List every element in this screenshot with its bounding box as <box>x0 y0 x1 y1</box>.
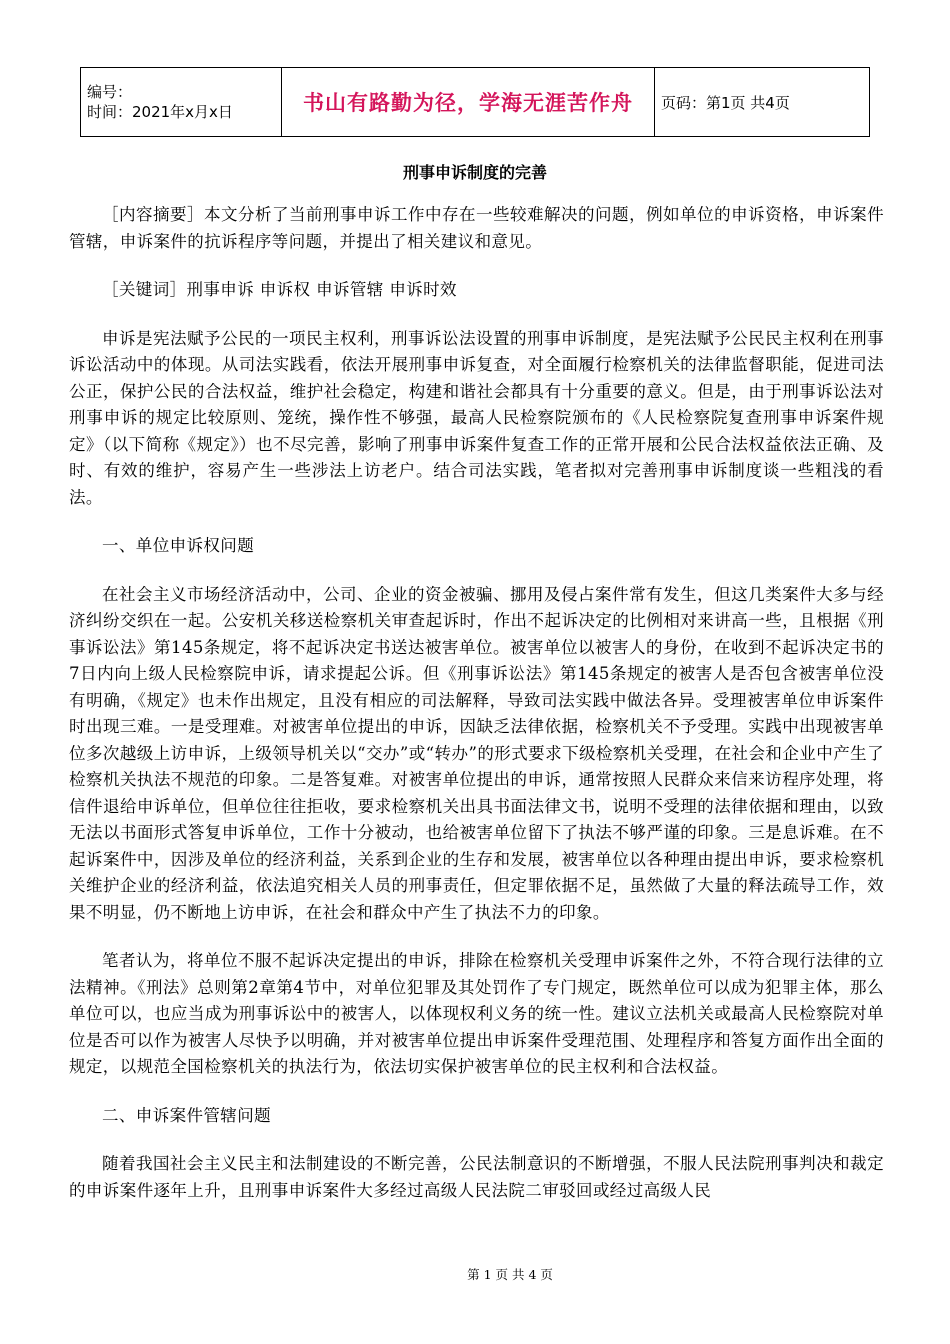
abstract-paragraph: ［内容摘要］本文分析了当前刑事申诉工作中存在一些较难解决的问题，例如单位的申诉资格，申诉案件管辖，申诉案件的抗诉程序等问题，并提出了相关建议和意见。 <box>69 205 884 251</box>
document-header <box>80 67 870 137</box>
page-footer: 第 1 页 共 4 页 <box>467 1267 553 1282</box>
header-motto: 书山有路勤为径，学海无涯苦作舟 <box>282 68 655 137</box>
keywords-paragraph: ［关键词］刑事申诉 申诉权 申诉管辖 申诉时效 <box>102 280 457 299</box>
document-date: 时间：2021年x月x日 <box>87 103 233 121</box>
document-body <box>69 202 884 1226</box>
body-paragraph: 随着我国社会主义民主和法制建设的不断完善，公民法制意识的不断增强，不服人民法院刑事判决和裁定的申诉案件逐年上升，且刑事申诉案件大多经过高级人民法院二审驳回或经过高级人民 <box>69 1154 884 1200</box>
section-heading: 二、申诉案件管辖问题 <box>102 1105 271 1125</box>
section-heading: 一、单位申诉权问题 <box>102 536 255 555</box>
document-title: 刑事申诉制度的完善 <box>402 163 547 182</box>
header-meta <box>81 68 282 137</box>
header-page-info: 页码：第1页 共4页 <box>655 68 870 137</box>
body-paragraph: 笔者认为，将单位不服不起诉决定提出的申诉，排除在检察机关受理申诉案件之外，不符合现行法律的立法精神。《刑法》总则第2章第4节中，对单位犯罪及其处罚作了专门规定，既然单位可以成为犯罪主体，那么单位可以，也应当成为刑事诉讼中的被害人，以体现权利义务的统一性。建议立法机关或最高人民检察院对单位是否可以作为被害人尽快予以明确，并对被害单位提出申诉案件受理范围、处理程序和答复方面作出全面的规定，以规范全国检察机关的执法行为，依法切实保护被害单位的民主权利和合法权益。 <box>69 951 884 1076</box>
document-number-label: 编号： <box>87 83 133 101</box>
body-paragraph: 申诉是宪法赋予公民的一项民主权利，刑事诉讼法设置的刑事申诉制度，是宪法赋予公民民主权利在刑事诉讼活动中的体现。从司法实践看，依法开展刑事申诉复查，对全面履行检察机关的法律监督职能，促进司法公正，保护公民的合法权益，维护社会稳定，构建和谐社会都具有十分重要的意义。但是，由于刑事诉讼法对刑事申诉的规定比较原则、笼统，操作性不够强，最高人民检察院颁布的《人民检察院复查刑事申诉案件规定》（以下简称《规定》）也不尽完善，影响了刑事申诉案件复查工作的正常开展和公民合法权益依法正确、及时、有效的维护，容易产生一些涉法上访老户。结合司法实践，笔者拟对完善刑事申诉制度谈一些粗浅的看法。 <box>69 328 884 507</box>
body-paragraph: 在社会主义市场经济活动中，公司、企业的资金被骗、挪用及侵占案件常有发生，但这几类案件大多与经济纠纷交织在一起。公安机关移送检察机关审查起诉时，作出不起诉决定的比例相对来讲高一些，且根据《刑事诉讼法》第145条规定，将不起诉决定书送达被害单位。被害单位以被害人的身份，在收到不起诉决定书的7日内向上级人民检察院申诉，请求提起公诉。但《刑事诉讼法》第145条规定的被害人是否包含被害单位没有明确，《规定》也未作出规定，且没有相应的司法解释，导致司法实践中做法各异。受理被害单位申诉案件时出现三难。一是受理难。对被害单位提出的申诉，因缺乏法律依据，检察机关不予受理。实践中出现被害单位多次越级上访申诉，上级领导机关以“交办”或“转办”的形式要求下级检察机关受理，在社会和企业中产生了检察机关执法不规范的印象。二是答复难。对被害单位提出的申诉，通常按照人民群众来信来访程序处理，将信件退给申诉单位，但单位往往拒收，要求检察机关出具书面法律文书，说明不受理的法律依据和理由，以致无法以书面形式答复申诉单位，工作十分被动，也给被害单位留下了执法不够严谨的印象。三是息诉难。在不起诉案件中，因涉及单位的经济利益，关系到企业的生存和发展，被害单位以各种理由提出申诉，要求检察机关维护企业的经济利益，依法追究相关人员的刑事责任，但定罪依据不足，虽然做了大量的释法疏导工作，效果不明显，仍不断地上访申诉，在社会和群众中产生了执法不力的印象。 <box>69 584 884 922</box>
